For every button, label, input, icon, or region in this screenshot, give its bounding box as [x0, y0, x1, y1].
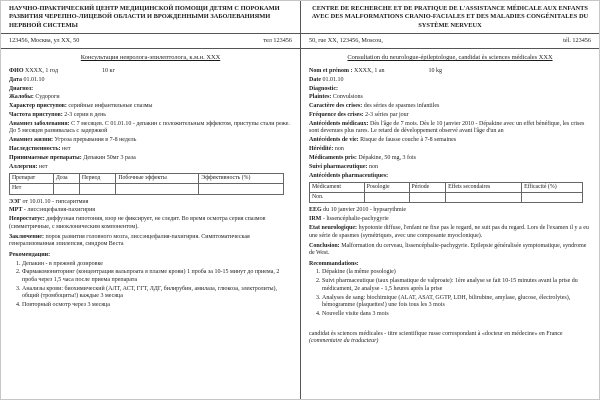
document-body	[1, 49, 599, 399]
org-header-row	[1, 1, 599, 34]
medication-table-fr	[309, 182, 583, 203]
translator-footnote	[309, 331, 591, 346]
org-header-fr: CENTRE DE RECHERCHE ET DE PRATIQUE DE L'ASSISTANCE MÉDICALE AUX ENFANTS AVEC DES MALFORMATIONS CRANIO-FACIALES ET DES MALADIES CONGÉNITALES DU SYSTÈME NERVEUX	[300, 1, 599, 33]
table-cell	[53, 184, 79, 194]
field-value: порок развития головного мозга, лиссэнцефалия-пахигирия. Симптоматическая генерализованная эпилепсия, синдром Веста	[9, 233, 250, 248]
footnote-translator-comment: (commentaire du traducteur)	[309, 338, 379, 345]
field-patient-fr	[309, 68, 591, 75]
recommendations-title-ru: Рекомендации:	[9, 251, 51, 258]
field-label: Заключение:	[9, 233, 44, 240]
field-value: - lissencéphalie-pachygyrie	[322, 216, 389, 223]
field-label: ФИО	[9, 67, 24, 74]
field-label: Médicaments pris:	[309, 155, 357, 162]
patient-name	[9, 68, 58, 75]
field-value: нет	[39, 164, 48, 171]
table-row	[10, 184, 284, 194]
recommendation-item: 4. Nouvelle visite dans 3 mois	[322, 311, 591, 318]
medication-table-ru	[9, 173, 284, 194]
field-seizure-frequency-ru	[9, 112, 292, 119]
table-header-cell: Эффективность (%)	[199, 174, 283, 184]
recommendation-item: 3. Анализы крови: биохимический (АЛТ, АСТ, ГГТ, ЛДГ, билирубин, амилаза, глюкоза, электролиты), общий (тромбоциты!) каждые 3 месяца	[22, 286, 292, 301]
recommendation-item: 2. Suivi pharmaceutique (taux plasmatique de valproate): 1ère analyse se fait 10-15 minutes avant la prise du médicament, 2e analyse - 1,5 heures après la prise	[322, 278, 591, 293]
field-value: des séries de spasmes infantiles	[363, 103, 440, 110]
consultation-title-ru: Консультация невролога-эпилептолога, к.м.н. XXX	[80, 53, 221, 61]
field-diagnosis-fr	[309, 86, 591, 93]
field-mri-ru	[9, 207, 292, 214]
recommendation-item: 1. Депакин - в прежней дозировке	[22, 261, 292, 268]
field-label: Диагноз:	[9, 85, 34, 92]
field-label: Plaintes:	[309, 94, 332, 101]
address-block-fr	[300, 34, 599, 48]
field-label: МРТ	[9, 207, 23, 214]
field-value: XXXX, 1 год	[25, 67, 59, 74]
recommendation-item: 1. Dépakine (la même posologie)	[322, 269, 591, 276]
phone-fr: tél. 123456	[563, 37, 591, 45]
table-cell: Non.	[310, 193, 365, 203]
field-value: non	[334, 146, 344, 153]
table-cell: Нет	[10, 184, 54, 194]
field-diagnosis-ru	[9, 86, 292, 93]
field-value: du 10 janvier 2010 - hypsarythmie	[323, 207, 406, 214]
table-header-cell: Доза	[53, 174, 79, 184]
table-header-row	[310, 183, 583, 193]
field-label: Наследственность:	[9, 146, 61, 153]
field-label: Antécédents pharmaceutiques:	[309, 173, 389, 180]
field-value: нет	[62, 146, 71, 153]
field-value: 2-3 серии в день	[64, 112, 107, 119]
field-value: 01.01.10	[23, 76, 45, 83]
field-label: Hérédité:	[309, 146, 334, 153]
field-label: Nom et prénom :	[309, 67, 353, 74]
table-header-cell: Effets secondaires	[446, 183, 522, 193]
table-cell	[522, 193, 582, 203]
field-value: серийные инфантильные спазмы	[68, 103, 153, 110]
field-value: диффузная гипотония, взор не фиксирует, не следит. Во время осмотра серия спазмов (симметричные, с миоклоническим компонентом).	[9, 216, 266, 230]
field-life-history-fr	[309, 137, 591, 144]
recommendation-item: 2. Фармакомониторинг (концентрация вальпроата в плазме крови) 1 проба за 10-15 минут до приема, 2 проба через 1,5 часа после приема препарата	[22, 269, 292, 284]
table-header-cell: Médicament	[310, 183, 365, 193]
field-label: Fréquence des crises:	[309, 112, 364, 119]
field-value: Convulsions	[332, 94, 363, 101]
field-label: Жалобы:	[9, 94, 34, 101]
recommendations-list-fr	[309, 269, 591, 318]
column-french	[300, 49, 599, 399]
field-value: 2-3 séries par jour	[365, 112, 409, 119]
field-label: Невростатус:	[9, 216, 45, 223]
recommendation-item: 4. Повторный осмотр через 3 месяца	[22, 302, 292, 309]
table-header-cell: Побочные эффекты	[116, 174, 199, 184]
table-header-row	[10, 174, 284, 184]
field-label: Частота приступов:	[9, 112, 63, 119]
address-ru: 123456, Москва, ул XX, 50	[9, 37, 80, 45]
table-header-cell: Posologie	[364, 183, 409, 193]
field-medications-ru	[9, 155, 292, 162]
patient-weight: 10 kg	[428, 67, 442, 74]
field-neuro-status-ru	[9, 216, 292, 231]
table-cell	[409, 193, 446, 203]
field-label: Дата	[9, 76, 22, 83]
patient-weight: 10 кг	[102, 67, 115, 74]
table-cell	[364, 193, 409, 203]
field-label: Характер приступов:	[9, 103, 67, 110]
consultation-title-fr: Consultation du neurologue-épileptologue, candidat ès sciences médicales XXX	[347, 53, 553, 61]
field-value: Dépakine, 50 mg, 3 fois	[358, 155, 416, 162]
field-label: EEG	[309, 207, 322, 214]
field-seizure-frequency-fr	[309, 112, 591, 119]
field-mri-fr	[309, 216, 591, 223]
recommendations-title-fr: Recommandations:	[309, 260, 359, 267]
patient-name	[309, 68, 385, 75]
field-value: от 10.01.10 - гипсаритмия	[22, 198, 89, 205]
field-seizure-type-ru	[9, 103, 292, 110]
table-cell	[79, 184, 115, 194]
field-label: Etat neurologique:	[309, 225, 358, 232]
field-disease-history-ru	[9, 121, 292, 136]
field-label: Caractère des crises:	[309, 103, 363, 110]
field-date-fr	[309, 77, 591, 84]
field-label: Принимаемые препараты:	[9, 155, 82, 162]
table-header-cell: Препарат	[10, 174, 54, 184]
address-row	[1, 34, 599, 49]
field-complaints-fr	[309, 94, 591, 101]
field-eeg-fr	[309, 207, 591, 214]
field-label: Suivi pharmaceutique:	[309, 164, 368, 171]
field-value: 01.01.10	[322, 76, 344, 83]
field-value: Risque de fausse couche à 7-8 semaines	[360, 137, 457, 144]
field-heredity-fr	[309, 146, 591, 153]
field-label: Antécédents de vie:	[309, 137, 359, 144]
field-label: Antécédents médicaux:	[309, 121, 369, 128]
field-value: - лиссэнцефалия-пахигирия	[23, 207, 96, 214]
field-value: Угроза прерывания в 7-8 недель	[54, 137, 137, 144]
field-heredity-ru	[9, 146, 292, 153]
field-value: hypotonie diffuse, l'enfant ne fixe pas le regard, ne suit pas du regard. Lors de l'examen il y a eu une série de spasmes (symétriques, avec une composante myoclonique).	[309, 225, 589, 239]
field-seizure-type-fr	[309, 103, 591, 110]
field-pharma-monitoring-fr	[309, 164, 591, 171]
field-value: XXXX, 1 an	[354, 67, 385, 74]
field-label: Анамнез заболевания:	[9, 121, 70, 128]
field-value: Депакин 50мг 3 раза	[83, 155, 136, 162]
phone-ru: тел 123456	[263, 37, 292, 45]
recommendation-item: 3. Analyses de sang: biochimique (ALAT, ASAT, GGTP, LDH, bilirubine, amylase, glucose, électrolytes), hémogramme (plaquettes!) une fois tous les 3 mois	[322, 295, 591, 310]
recommendations-list-ru	[9, 261, 292, 310]
field-patient-ru	[9, 68, 292, 75]
table-row	[310, 193, 583, 203]
address-fr: 50, rue XX, 123456, Moscou,	[309, 37, 383, 45]
field-value: С 7 месяцев. С 01.01.10 - депакин с положительным эффектом, приступы стали реже. До 5 месяцев развивалась с задержкой	[9, 121, 290, 135]
column-russian	[1, 49, 300, 399]
field-label: Анамнез жизни:	[9, 137, 54, 144]
field-value: non	[369, 164, 379, 171]
field-life-history-ru	[9, 137, 292, 144]
field-value: Dès l'âge de 7 mois. Dès le 10 janvier 2010 - Dépakine avec un effet bénéfique, les crises sont devenues plus rares. Le retard de développement observé avant l'âge d'un an	[309, 121, 585, 135]
field-date-ru	[9, 77, 292, 84]
field-value: Malformation du cerveau, lissencéphalie-pachygyrie. Epilepsie généralisée symptomatique, syndrome de West.	[309, 242, 587, 257]
field-conclusion-fr	[309, 243, 591, 258]
field-eeg-ru	[9, 199, 292, 206]
field-label: Date	[309, 76, 321, 83]
field-neuro-status-fr	[309, 225, 591, 240]
field-medications-fr	[309, 155, 591, 162]
field-allergy-ru	[9, 164, 292, 171]
field-label: Аллергия:	[9, 164, 38, 171]
field-label: Conclusion:	[309, 242, 340, 249]
field-value: Судороги	[35, 94, 60, 101]
field-label: ЭЭГ	[9, 198, 21, 205]
field-label: Diagnostic:	[309, 85, 338, 92]
org-header-ru: НАУЧНО-ПРАКТИЧЕСКИЙ ЦЕНТР МЕДИЦИНСКОЙ ПОМОЩИ ДЕТЯМ С ПОРОКАМИ РАЗВИТИЯ ЧЕРЕПНО-ЛИЦЕВОЙ ОБЛАСТИ И ВРОЖДЕННЫМИ ЗАБОЛЕВАНИЯМИ НЕРВНОЙ СИСТЕМЫ	[9, 5, 280, 29]
field-label: IRM	[309, 216, 322, 223]
table-cell	[116, 184, 199, 194]
field-pharma-history-fr	[309, 173, 591, 180]
table-header-cell: Efficacité (%)	[522, 183, 582, 193]
field-disease-history-fr	[309, 121, 591, 136]
table-cell	[199, 184, 283, 194]
field-conclusion-ru	[9, 234, 292, 249]
table-header-cell: Période	[409, 183, 446, 193]
field-complaints-ru	[9, 94, 292, 101]
table-header-cell: Период	[79, 174, 115, 184]
footnote-text: candidat ès sciences médicales - titre scientifique russe correspondant à «docteur en médecine» en France	[309, 331, 563, 338]
table-cell	[446, 193, 522, 203]
address-block-ru	[1, 34, 300, 48]
